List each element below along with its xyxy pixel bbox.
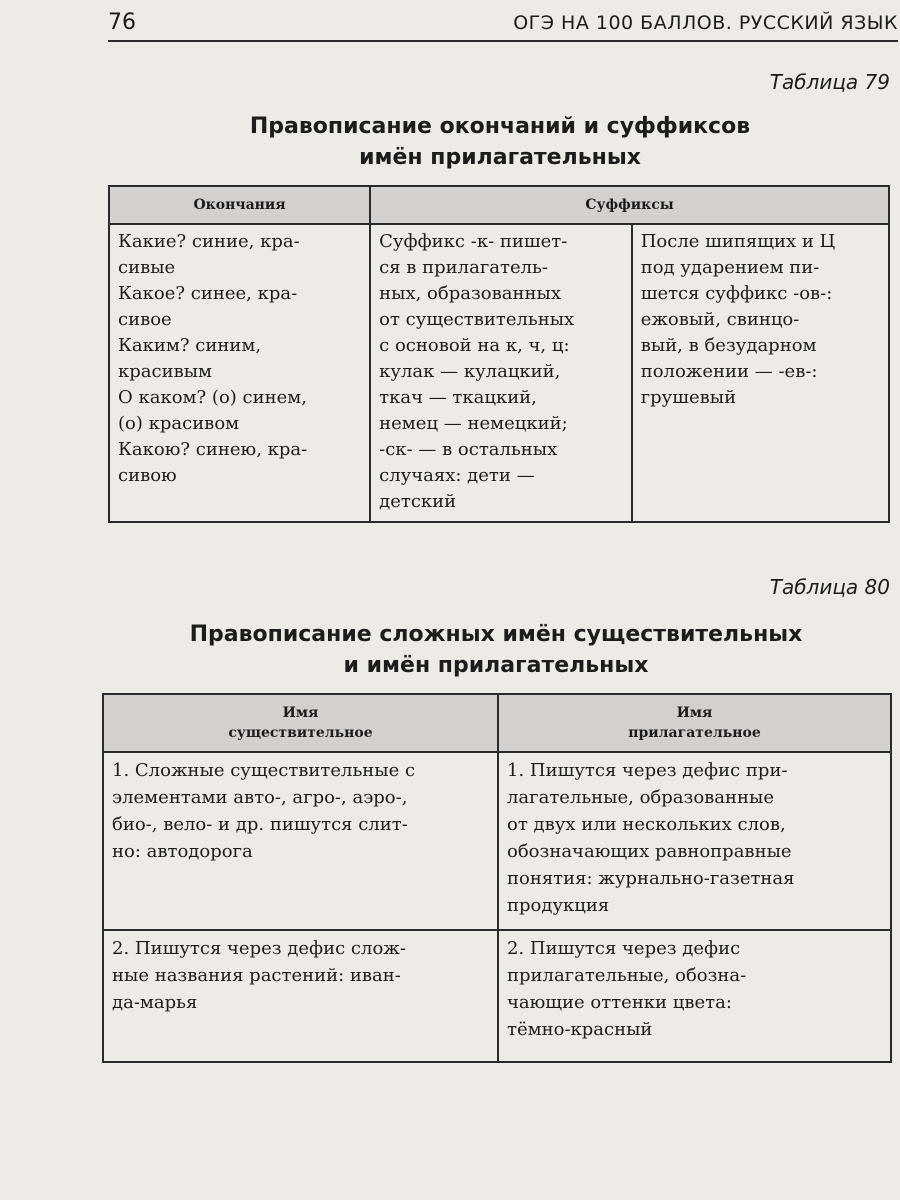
table-80 (102, 693, 892, 1063)
table-79-title-line1: Правописание окончаний и суффиксов (249, 114, 751, 139)
table-80-title-line1: Правописание сложных имён существительных (189, 622, 803, 647)
table-80-header-adjective: Имя прилагательное (498, 694, 891, 752)
table-79-cell-suffix-k (370, 224, 632, 522)
table-80-row2-noun (103, 930, 498, 1062)
table-79-label: Таблица 79 (769, 70, 890, 94)
table-80-label: Таблица 80 (769, 575, 890, 599)
table-79-cell-endings-text: Какие? синие, кра- сивые Какое? синее, кра- сивое Каким? синим, красивым О каком? (о) синем, (о) красивом Какою? синею, кра- сивою (118, 231, 308, 486)
book-title: ОГЭ НА 100 БАЛЛОВ. РУССКИЙ ЯЗЫК (513, 12, 898, 34)
table-79-title (110, 111, 890, 173)
table-80-row1-noun (103, 752, 498, 930)
table-79 (108, 185, 890, 523)
table-80-title-line2: и имён прилагательных (343, 653, 649, 678)
table-79-cell-suffix-ov (632, 224, 889, 522)
table-80-row2-adjective (498, 930, 891, 1062)
table-80-row1-adjective-text: 1. Пишутся через дефис при- лагательные, образованные от двух или нескольких слов, обозначающих равноправные понятия: журнально-газетная продукция (507, 760, 795, 916)
table-80-title (100, 619, 892, 681)
page-number: 76 (108, 10, 136, 35)
table-80-row1-adjective (498, 752, 891, 930)
table-79-cell-suffix-k-text: Суффикс -к- пишет- ся в прилагатель- ных, образованных от существительных с основой на к, ч, ц: кулак — кулацкий, ткач — ткацкий, немец — немецкий; -ск- — в остальных случаях: дети — детский (379, 231, 575, 512)
table-80-header-noun: Имя существительное (103, 694, 498, 752)
table-79-header-suffixes: Суффиксы (370, 186, 889, 224)
table-79-header-endings: Окончания (109, 186, 370, 224)
table-80-row1-noun-text: 1. Сложные существительные с элементами авто-, агро-, аэро-, био-, вело- и др. пишутся слит- но: автодорога (112, 760, 416, 862)
running-header (108, 6, 898, 42)
table-80-row2-noun-text: 2. Пишутся через дефис слож- ные названия растений: иван- да-марья (112, 938, 406, 1013)
table-79-cell-suffix-ov-text: После шипящих и Ц под ударением пи- шется суффикс -ов-: ежовый, свинцо- вый, в безударном положении — -ев-: грушевый (640, 231, 836, 408)
table-80-row2-adjective-text: 2. Пишутся через дефис прилагательные, обозна- чающие оттенки цвета: тёмно-красный (507, 938, 747, 1040)
table-79-cell-endings (109, 224, 370, 522)
table-79-title-line2: имён прилагательных (359, 145, 641, 170)
